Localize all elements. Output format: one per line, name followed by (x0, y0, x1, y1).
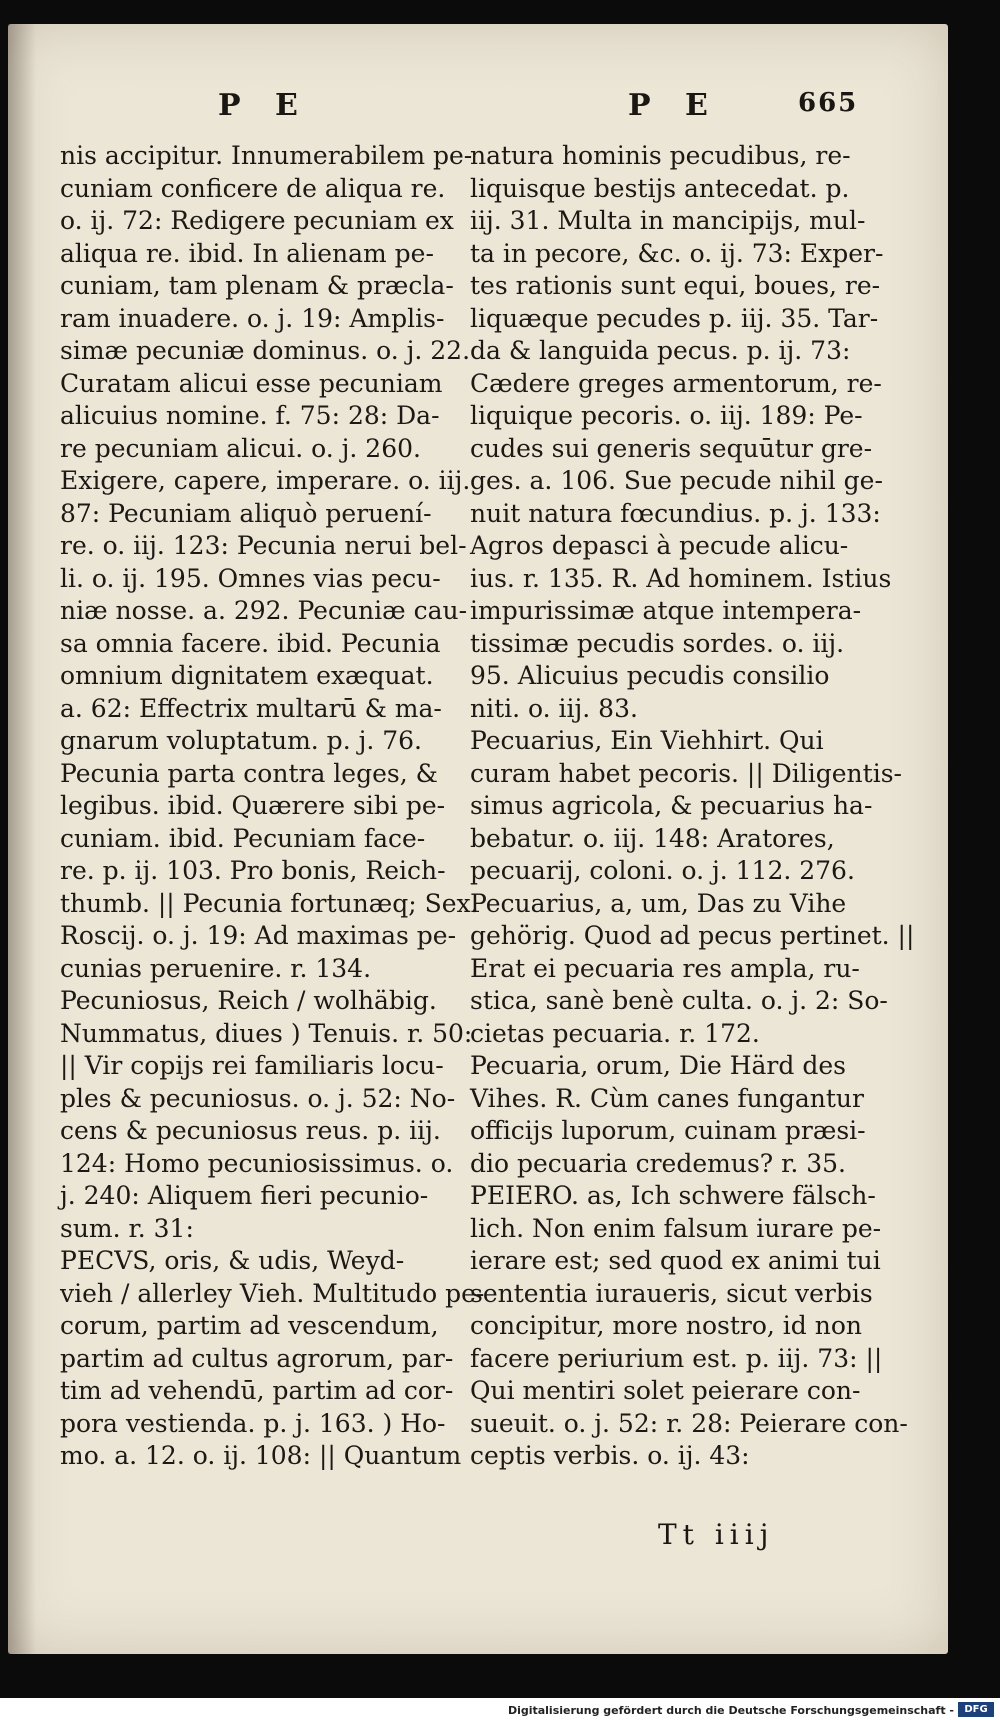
text-line: lich. Non enim falsum iurare pe- (470, 1213, 882, 1243)
text-line: Curatam alicui esse pecuniam (60, 368, 443, 398)
text-line: 95. Alicuius pecudis consilio (470, 661, 830, 690)
text-line: thumb. || Pecunia fortunæq; Sex. (60, 888, 479, 918)
text-line: PEIERO. as, Ich schwere fälsch- (470, 1181, 876, 1210)
text-line: cietas pecuaria. r. 172. (470, 1018, 760, 1048)
text-line: stica, sanè benè culta. o. j. 2: So- (470, 986, 888, 1015)
text-line: legibus. ibid. Quærere sibi pe- (60, 791, 446, 820)
text-line: nis accipitur. Innumerabilem pe- (60, 141, 473, 170)
text-line: cuniam conficere de aliqua re. (60, 173, 446, 203)
text-line: aliqua re. ibid. In alienam pe- (60, 238, 434, 268)
text-line: Agros depasci à pecude alicu- (470, 531, 849, 560)
text-line: Pecuniosus, Reich / wolhäbig. (60, 986, 437, 1015)
text-line: re. o. iij. 123: Pecunia nerui bel- (60, 531, 467, 560)
text-line: nuit natura fœcundius. p. j. 133: (470, 498, 881, 528)
text-line: alicuius nomine. f. 75: 28: Da- (60, 401, 440, 430)
text-line: cuniam, tam plenam & præcla- (60, 271, 454, 300)
text-line: sententia iuraueris, sicut verbis (470, 1278, 873, 1308)
book-page (8, 24, 948, 1654)
text-line: facere periurium est. p. iij. 73: || (470, 1343, 883, 1373)
text-line: sum. r. 31: (60, 1213, 194, 1243)
text-line: sueuit. o. j. 52: r. 28: Peierare con- (470, 1408, 908, 1438)
left-column (60, 140, 500, 1473)
text-line: sa omnia facere. ibid. Pecunia (60, 628, 441, 658)
footer-bar (0, 1698, 1000, 1720)
header-left: P E (218, 88, 310, 123)
text-line: ram inuadere. o. j. 19: Amplis- (60, 303, 445, 333)
text-line: bebatur. o. iij. 148: Aratores, (470, 823, 835, 853)
text-line: partim ad cultus agrorum, par- (60, 1343, 454, 1373)
text-line: simus agricola, & pecuarius ha- (470, 791, 873, 820)
text-line: impurissimæ atque intempera- (470, 596, 862, 625)
text-line: Roscij. o. j. 19: Ad maximas pe- (60, 921, 457, 950)
text-line: pora vestienda. p. j. 163. ) Ho- (60, 1408, 446, 1438)
text-line: ples & pecuniosus. o. j. 52: No- (60, 1083, 456, 1113)
text-line: ierare est; sed quod ex animi tui (470, 1246, 881, 1275)
text-line: iij. 31. Multa in mancipijs, mul- (470, 206, 866, 235)
text-line: Erat ei pecuaria res ampla, ru- (470, 953, 860, 983)
text-line: re pecuniam alicui. o. j. 260. (60, 433, 421, 463)
text-line: simæ pecuniæ dominus. o. j. 22. (60, 336, 471, 365)
text-line: j. 240: Aliquem fieri pecunio- (60, 1181, 429, 1210)
right-column (470, 140, 918, 1473)
text-line: ges. a. 106. Sue pecude nihil ge- (470, 466, 883, 495)
running-head (8, 88, 948, 134)
text-line: 124: Homo pecuniosissimus. o. (60, 1148, 454, 1178)
text-line: Vihes. R. Cùm canes fungantur (470, 1083, 864, 1113)
header-right: P E (628, 88, 720, 123)
text-line: concipitur, more nostro, id non (470, 1311, 862, 1340)
text-line: cunias peruenire. r. 134. (60, 953, 372, 983)
text-line: curam habet pecoris. || Diligentis- (470, 758, 902, 788)
text-line: officijs luporum, cuinam præsi- (470, 1116, 866, 1145)
text-line: Pecuarius, a, um, Das zu Vihe (470, 888, 847, 918)
text-line: gehörig. Quod ad pecus pertinet. || (470, 921, 915, 950)
text-line: Cædere greges armentorum, re- (470, 368, 882, 398)
text-line: dio pecuaria credemus? r. 35. (470, 1148, 846, 1178)
text-line: Nummatus, diues ) Tenuis. r. 50: (60, 1018, 473, 1048)
text-line: Pecuaria, orum, Die Härd des (470, 1051, 846, 1080)
text-line: || Vir copijs rei familiaris locu- (60, 1051, 444, 1080)
text-line: ta in pecore, &c. o. ij. 73: Exper- (470, 238, 884, 268)
text-line: Qui mentiri solet peierare con- (470, 1376, 861, 1405)
text-line: PECVS, oris, & udis, Weyd- (60, 1246, 405, 1275)
page-number: 665 (798, 88, 859, 118)
text-line: niti. o. iij. 83. (470, 693, 638, 723)
text-line: omnium dignitatem exæquat. (60, 661, 434, 690)
text-line: liquisque bestijs antecedat. p. (470, 173, 850, 203)
text-line: mo. a. 12. o. ij. 108: || Quantum (60, 1441, 462, 1470)
dfg-logo: DFG (958, 1702, 994, 1717)
text-line: niæ nosse. a. 292. Pecuniæ cau- (60, 596, 468, 625)
text-line: li. o. ij. 195. Omnes vias pecu- (60, 563, 441, 593)
text-line: liquæque pecudes p. iij. 35. Tar- (470, 303, 879, 333)
text-line: 87: Pecuniam aliquò peruení- (60, 498, 432, 528)
text-line: gnarum voluptatum. p. j. 76. (60, 726, 422, 755)
text-line: da & languida pecus. p. ij. 73: (470, 336, 851, 365)
footer-credit: Digitalisierung gefördert durch die Deutsche Forschungsgemeinschaft - (507, 1704, 954, 1717)
text-line: ius. r. 135. R. Ad hominem. Istius (470, 563, 892, 593)
text-line: ceptis verbis. o. ij. 43: (470, 1441, 750, 1470)
text-line: a. 62: Effectrix multarū & ma- (60, 693, 442, 723)
text-line: tim ad vehendū, partim ad cor- (60, 1376, 454, 1405)
text-line: re. p. ij. 103. Pro bonis, Reich- (60, 856, 446, 885)
signature-mark: Tt iiij (658, 1518, 775, 1551)
text-line: vieh / allerley Vieh. Multitudo pe- (60, 1278, 485, 1308)
text-line: tissimæ pecudis sordes. o. iij. (470, 628, 845, 658)
text-line: liquique pecoris. o. iij. 189: Pe- (470, 401, 863, 430)
text-line: cens & pecuniosus reus. p. iij. (60, 1116, 441, 1145)
text-line: corum, partim ad vescendum, (60, 1311, 439, 1340)
text-line: cuniam. ibid. Pecuniam face- (60, 823, 426, 853)
text-line: Exigere, capere, imperare. o. iij. (60, 466, 471, 495)
text-line: Pecunia parta contra leges, & (60, 758, 438, 788)
text-line: o. ij. 72: Redigere pecuniam ex (60, 206, 454, 235)
text-line: Pecuarius, Ein Viehhirt. Qui (470, 726, 824, 755)
text-line: tes rationis sunt equi, boues, re- (470, 271, 881, 300)
text-line: natura hominis pecudibus, re- (470, 141, 851, 170)
text-line: cudes sui generis sequūtur gre- (470, 433, 873, 463)
text-line: pecuarij, coloni. o. j. 112. 276. (470, 856, 855, 885)
